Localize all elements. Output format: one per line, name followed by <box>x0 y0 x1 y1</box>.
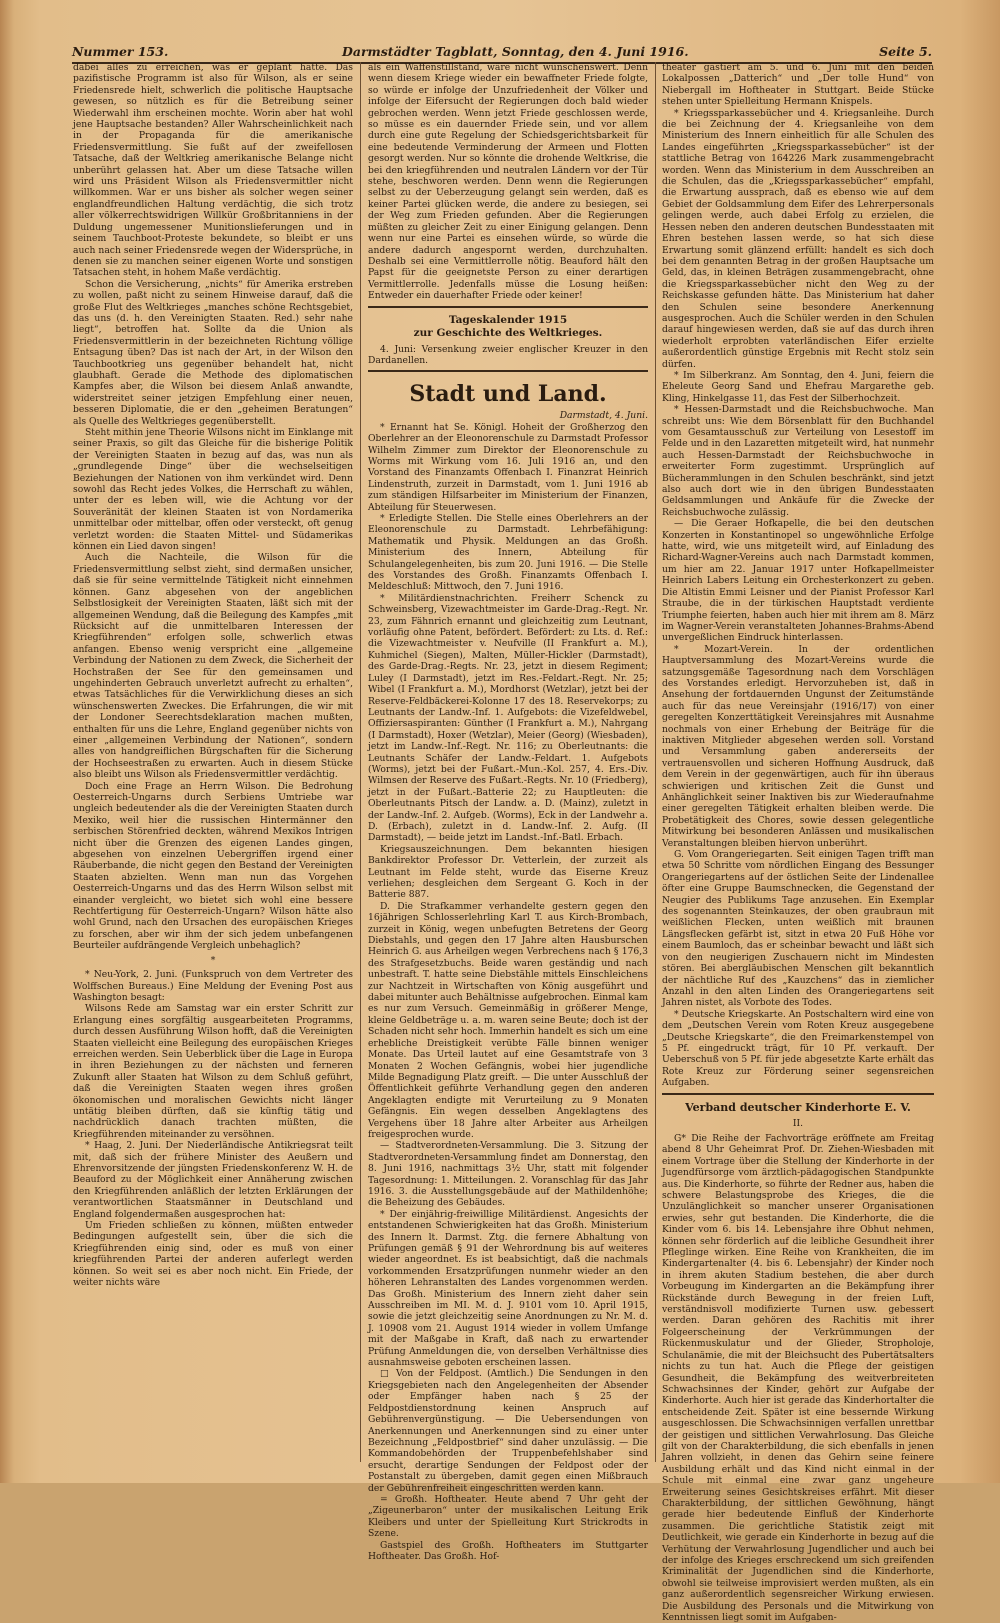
masthead <box>72 40 932 64</box>
news-item: = Großh. Hoftheater. Heute abend 7 Uhr geht der „Zigeunerbaron“ unter der musikalischen Leitung Erik Kleibers und unter der Spielleitung Kurt Strickrodts in Szene. <box>368 1493 648 1540</box>
news-item: * Haag, 2. Juni. Der Niederländische Antikriegsrat teilt mit, daß sich der frühere Minister des Aeußern und Ehrenvorsitzende der jüngsten Friedenskonferenz W. H. de Beauford zu der Möglichkeit einer Annäherung zwischen den Kriegführenden anläßlich der letzten Erklärungen der verantwortlichen Staatsmänner in Deutschland und England folgendermaßen ausgesprochen hat: <box>73 1140 353 1220</box>
article-paragraph: als ein Waffenstillstand, wäre nicht wünschenswert. Denn wenn diesem Kriege wieder ein bewaffneter Friede folgte, so würde er infolge der Unzufriedenheit der Völker und infolge der Eifersucht der Regierungen doch bald wieder gebrochen werden. Wenn jetzt Friede geschlossen werde, so müsse es ein dauernder Friede sein, und vor allem durch eine gute Regelung der Schiedsgerichtsbarkeit für eine bedeutende Verminderung der Armeen und Flotten gesorgt werden. Nur so könnte die drohende Weltkrise, die bei den kriegführenden und neutralen Ländern vor der Tür stehe, beschworen werden. Denn wenn die Regierungen selbst zu der Ueberzeugung gelangt sein werden, daß es keiner Partei glücken werde, die andere zu besiegen, sei der Weg zum Frieden gefunden. Aber die Regierungen müßten zu gleicher Zeit zu einer Einigung gelangen. Denn wenn nur eine Partei es einsehen würde, so würde die andere dadurch angespornt werden, durchzuhalten. Deshalb sei eine Vermittlerrolle nötig. Beauford hält den Papst für die geeignetste Person zu einer derartigen Vermittlerrolle. Jedenfalls müsse die Losung heißen: Entweder ein dauerhafter Friede oder keiner! <box>368 62 648 302</box>
page-number: Seite 5. <box>879 44 932 59</box>
news-item: Gastspiel des Großh. Hoftheaters im Stuttgarter Hoftheater. Das Großh. Hof- <box>368 1539 648 1562</box>
calendar-subtitle-line: zur Geschichte des Weltkrieges. <box>413 326 603 339</box>
article-paragraph: Schon die Versicherung, „nichts“ für Amerika erstreben zu wollen, paßt nicht zu seinem Hinweise darauf, daß die große Flut des Weltkrieges „manches schöne Rechtsgebiet, das uns (d. h. den Vereinigten Staaten. Red.) sehr nahe liegt“, betroffen hat. Sollte da die Union als Friedensvermittlerin in der bezeichneten Richtung völlige Entsagung üben? Das ist nach der Art, in der Wilson den Tauchbootkrieg uns gegenüber behandelt hat, nicht glaubhaft. Gerade die Methode des diplomatischen Kampfes aber, die Wilson bei diesem Anlaß anwandte, widerstreitet seiner jetzigen Empfehlung einer neuen, besseren Diplomatie, die er den „geheimen Beratungen“ als Quelle des Weltkrieges gegenüberstellt. <box>73 278 353 427</box>
article-paragraph: dabei alles zu erreichen, was er geplant hatte. Das pazifistische Programm ist also für Wilson, als er seine Friedensrede hielt, schwerlich die politische Hauptsache gewesen, so nützlich es für die Betreibung seiner Wiederwahl ihm erscheinen mochte. Worin aber hat wohl jene Hauptsache bestanden? Aller Wahrscheinlichkeit nach in der Propaganda für die amerikanische Friedensvermittlung. Sie fußt auf der zweifellosen Tatsache, daß der Weltkrieg amerikanische Belange nicht unberührt gelassen hat. Aber um diese Tatsache willen wird uns Präsident Wilson als Friedensvermittler nicht willkommen. War er uns bisher als solcher wegen seiner englandfreundlichen Haltung verdächtig, die sich trotz aller völkerrechtswidrigen Willkür Großbritanniens in der Duldung ungemessener Munitionslieferungen und in seinem Tauchboot-Proteste bekundete, so bleibt er uns auch nach seiner Friedensrede wegen der Widersprüche, in denen sie zu manchen seiner eigenen Worte und sonstigen Tatsachen steht, in hohem Maße verdächtig. <box>73 62 353 279</box>
article-paragraph: G* Die Reihe der Fachvorträge eröffnete am Freitag abend 8 Uhr Geheimrat Prof. Dr. Ziehen-Wiesbaden mit einem Vortrage über die Stellung der Kinderhorte in der Jugendfürsorge vom ärztlich-pädagogischen Standpunkte aus. Die Kinderhorte, so führte der Redner aus, haben die schwere Belastungsprobe des Krieges, die die Unzulänglichkeit so mancher unserer Organisationen erwies, sehr gut bestanden. Die Kinderhorte, die die Kinder vom 6. bis 14. Lebensjahre ihre Obhut nehmen, können sehr förderlich auf die leibliche Gesundheit ihrer Pfleglinge wirken. Eine Reihe von Krankheiten, die im Kindergartenalter (4. bis 6. Lebensjahr) der Kinder noch in ihrem akuten Stadium bestehen, die aber durch Vorbeugung im Kindergarten an die Bekämpfung ihrer Rückstände durch Bewegung in der freien Luft, verständnisvoll modifizierte Turnen usw. gebessert werden. Daran gehören des Rachitis mit ihrer Folgeerscheinung der Verkrümmungen der Rückenmuskulatur und der Glieder, Stropholoje, Schulanämie, die mit der Bleichsucht des Pubertätsalters nichts zu tun hat. Auch die Pflege der geistigen Gesundheit, die Bekämpfung des weitverbreiteten Schwachsinnes der Kinder, gehört zur Aufgabe der Kinderhorte. Auch hier ist gerade das Kinderhortalter die entscheidende Zeit. Später ist eine bessernde Wirkung ausgeschlossen. Die Schwachsinnigen verfallen unrettbar der geistigen und sittlichen Verwahrlosung. Das Gleiche gilt von der Charakterbildung, die sich ebenfalls in jenen Jahren vollzieht, in denen das Gehirn seine feinere Ausbildung erhält und das Kind nicht einmal in der Schule mit einmal eine zwar ganz ungeheure Erweiterung seines Gesichtskreises erfährt. Mit dieser Charakterbildung, der sittlichen Gewöhnung, hängt gerade hier bedeutende Einfluß der Kinderhorte zusammen. Die gerichtliche Statistik zeigt mit Deutlichkeit, wie gerade ein Kinderhorte in bezug auf die Verhütung der Verwahrlosung Jugendlicher und auch bei der infolge des Krieges erschreckend um sich greifenden Kriminalität der Jugendlichen sind die Kinderhorte, obwohl sie teilweise improvisiert werden mußten, als ein ganz außerordentlich segensreicher Wirkung erwiesen. Die Ausbildung des Personals und die Mitwirkung von Kenntnissen liegt somit im Aufgaben- <box>662 1132 934 1623</box>
news-item: * Hessen-Darmstadt und die Reichsbuchwoche. Man schreibt uns: Wie dem Börsenblatt für den Buchhandel vom Gesamtausschuß zur Verteilung von Lesestoff im Felde und in den Lazaretten mitgeteilt wird, hat nunmehr auch Hessen-Darmstadt der Reichsbuchwoche in erweiterter Form zugestimmt. Ursprünglich auf Bücherammlungen in den Schulen beschränkt, sind jetzt also auch dort wie in den übrigen Bundesstaaten Geldsammlungen und Ankäufe für die Zwecke der Reichsbuchwoche zulässig. <box>662 404 934 518</box>
newspaper-title-date: Darmstädter Tagblatt, Sonntag, den 4. Juni 1916. <box>342 44 689 59</box>
news-item: — Stadtverordneten-Versammlung. Die 3. Sitzung der Stadtverordneten-Versammlung findet am Donnerstag, den 8. Juni 1916, nachmittags 3½ Uhr, statt mit folgender Tagesordnung: 1. Mitteilungen. 2. Voranschlag für das Jahr 1916. 3. die Ausstellungsgebäude auf der Mathildenhöhe; die Beheizung des Gebäudes. <box>368 1140 648 1209</box>
article-paragraph: Auch die Nachteile, die Wilson für die Friedensvermittlung selbst zieht, sind dermaßen unsicher, daß sie für seine vermittelnde Tätigkeit nicht einnehmen können. Ganz abgesehen von der angeblichen Selbstlosigkeit der Vereinigten Staaten, läßt sich mit der allgemeinen Wendung, daß die Beilegung des Kampfes „mit Rücksicht auf die unmittelbaren Interessen der Kriegführenden“ erfolgen solle, schwerlich etwas anfangen. Ebenso wenig verspricht eine „allgemeine Verbindung der Nationen zu dem Zweck, die Sicherheit der Hochstraßen der See für den gemeinsamen und ungehinderten Gebrauch unverletzt aufrecht zu erhalten“, etwas Tatsächliches für die Verwirklichung dieses an sich wünschenswerten Zweckes. Die Erfahrungen, die wir mit der Londoner Seerechtsdeklaration machen mußten, enthalten für uns die Lehre, England gegenüber nichts von einer „allgemeinen Verbindung der Nationen“, sondern alles von handgreiflichen Bürgschaften für die Sicherung der Hochseestraßen zu erwarten. Auch in diesem Stücke also bleibt uns Wilson als Friedensvermittler verdächtig. <box>73 552 353 781</box>
news-item: Kriegsauszeichnungen. Dem bekannten hiesigen Bankdirektor Professor Dr. Vetterlein, der zurzeit als Leutnant im Felde steht, wurde das Eiserne Kreuz verliehen; desgleichen dem Sergeant G. Koch in der Batterie 887. <box>368 843 648 901</box>
column-1 <box>73 62 353 1462</box>
calendar-title-line: Tageskalender 1915 <box>448 313 568 326</box>
section-separator-star: * <box>210 954 216 966</box>
article-heading: Verband deutscher Kinderhorte E. V. <box>685 1100 911 1114</box>
column-2 <box>368 62 648 1562</box>
news-item: * Militärdienstnachrichten. Freiherr Schenck zu Schweinsberg, Vizewachtmeister im Garde-Drag.-Regt. Nr. 23, zum Fähnrich ernannt und gleichzeitig zum Leutnant, vorläufig ohne Patent, befördert. Befördert: zu Lts. d. Ref.: die Vizewachtmeister v. Neufville (II Frankfurt a. M.), Kuhmichel (Siegen), Malten, Müller-Hickler (Darmstadt), des Garde-Drag.-Regts. Nr. 23, jetzt in diesem Regiment; Luley (I Darmstadt), jetzt im Res.-Feldart.-Regt. Nr. 25; Wibel (I Frankfurt a. M.), Mordhorst (Wetzlar), jetzt bei der Reserve-Feldbäckerei-Kolonne 17 des 18. Reservekorps; zu Leutnants der Landw.-Inf. 1. Aufgebots: die Vizefeldwebel, Offiziersaspiranten: Günther (I Frankfurt a. M.), Nahrgang (I Darmstadt), Hoxer (Wetzlar), Meier (Georg) (Wiesbaden), jetzt im Landw.-Inf.-Regt. Nr. 116; zu Oberleutnants: die Leutnants Schäfer der Landw.-Feldart. 1. Aufgebots (Worms), jetzt bei der Fußart.-Mun.-Kol. 257, 4. Ers.-Div. Wilmsen der Reserve des Fußart.-Regts. Nr. 10 (Friedberg), jetzt in der Fußart.-Batterie 22; zu Hauptleuten: die Oberleutnants Pitsch der Landw. a. D. (Mainz), zuletzt in der Landw.-Inf. 2. Aufgeb. (Worms), Eck in der Landwehr a. D. (Erbach), zuletzt in d. Landw.-Inf. 2. Aufg. (II Darmstadt), — beide jetzt im Landst.-Inf.-Batl. Erbach. <box>368 592 648 844</box>
news-item: * Deutsche Kriegskarte. An Postschaltern wird eine von dem „Deutschen Verein vom Roten Kreuz ausgegebene „Deutsche Kriegskarte“, die den Freimarkenstempel von 5 Pf. eingedruckt trägt, für 10 Pf. verkauft. Der Ueberschuß von 5 Pf. für jede abgesetzte Karte erhält das Rote Kreuz zur Förderung seiner segensreichen Aufgaben. <box>662 1008 934 1089</box>
dateline: Darmstadt, 4. Juni. <box>559 410 648 422</box>
news-item: G. Vom Orangeriegarten. Seit einigen Tagen trifft man etwa 50 Schritte vom nördlichen Eingang des Bessunger Orangeriegartens auf der östlichen Seite der Lindenallee öfter eine Gruppe Baumschnecken, die Gegenstand der Neugier des Publikums Tage anzusehen. Ein Exemplar des sogenannten Steinkauzes, der oben graubraun mit weißlichen Flecken, unten weißlich mit braunen Längsflecken gefärbt ist, sitzt in etwa 20 Fuß Höhe vor einem Baumloch, das er scheinbar bewacht und läßt sich von den neugierigen Zuschauern nicht im Mindesten stören. Bei abergläubischen Menschen gilt bekanntlich der nächtliche Ruf des „Kauzchens“ das in ziemlicher Anzahl in den alten Linden des Orangeriegartens seit Jahren nistet, als Vorbote des Todes. <box>662 849 934 1009</box>
article-paragraph: Steht mithin jene Theorie Wilsons nicht im Einklange mit seiner Praxis, so gilt das Gleiche für die bisherige Politik der Vereinigten Staaten in bezug auf das, was nun als „grundlegende Dinge“ über die wechselseitigen Beziehungen der Nationen von ihm verkündet wird. Denn sowohl das Recht jedes Volkes, die Herrschaft zu wählen, unter der es leben will, wie die Achtung vor der Souveränität der kleinen Staaten ist von Nordamerika unmittelbar oder mittelbar, offen oder versteckt, oft genug verletzt worden: die Staaten Mittel- und Südamerikas können ein Lied davon singen! <box>73 427 353 553</box>
news-item: D. Die Strafkammer verhandelte gestern gegen den 16jährigen Schlosserlehrling Karl T. aus Kirch-Brombach, zurzeit in König, wegen unbefugten Betretens der Georg Diebstahls, und gegen den 17 Jahre alten Hausburschen Heinrich G. aus Arheilgen wegen Verbrechens nach § 176,3 des Strafgesetzbuchs. Beide waren geständig und nach unbestraft. T. hatte seine Diebstähle mittels Einschleichens zur Nachtzeit in Wirtschaften von König ausgeführt und dabei mitunter auch Behältnisse aufgebrochen. Einmal kam es nur zum Versuch. Gemeinmäßig in größerer Menge, kleine Geldbeträge u. a. m. waren seine Beute; doch ist der Schaden nicht sehr hoch. Immerhin handelt es sich um eine erhebliche Dreistigkeit verübte Fälle binnen weniger Monate. Das Urteil lautet auf eine Gesamtstrafe von 3 Monaten 2 Wochen Gefängnis, wobei hier jugendliche Milde Begnadigung Platz greift. — Die unter Ausschluß der Öffentlichkeit geführte Verhandlung gegen den anderen Angeklagten endigte mit Verurteilung zu 9 Monaten Gefängnis. Ein wegen desselben Angeklagtens des Vergehens über 18 Jahre alter Arbeiter aus Arheilgen freigesprochen wurde. <box>368 900 648 1140</box>
article-paragraph: Doch eine Frage an Herrn Wilson. Die Bedrohung Oesterreich-Ungarns durch Serbiens Umtriebe war ungleich bedeutender als die der Vereinigten Staaten durch Mexiko, weil hier die russischen Hintermänner den serbischen Störenfried deckten, während Mexikos Intrigen nicht über die Grenzen des eigenen Landes gingen, abgesehen von einzelnen Uebergriffen irgend einer Räuberbande, die nicht gegen den Bestand der Vereinigten Staaten abzielten. Wenn man nun das Vorgehen Oesterreich-Ungarns und das des Herrn Wilson selbst mit einander vergleicht, wo bietet sich wohl eine bessere Rechtfertigung für Oesterreich-Ungarn? Wilson hätte also wohl Grund, nach den Ursachen des europäischen Krieges zu forschen, aber wir ihm der sich jedem unbefangenen Beurteiler aufdrängende Vergleich unbehaglich? <box>73 780 353 952</box>
news-item: * Kriegssparkassebücher und 4. Kriegsanleihe. Durch die bei Zeichnung der 4. Kriegsanleihe von dem Ministerium des Innern einheitlich für alle Schulen des Landes eingeführten „Kriegssparkassebücher“ ist der stattliche Betrag von 164226 Mark zusammengebracht worden. Wenn das Ministerium in dem Ausschreiben an die Schulen, das die „Kriegssparkassebücher“ empfahl, die Erwartung aussprach, daß es ebenso wie auf dem Gebiet der Goldsammlung dem Eifer des Lehrerpersonals gelingen werde, auch dabei Erfolg zu erzielen, die Hessen neben den anderen deutschen Bundesstaaten mit Ehren bestehen lassen werde, so hat sich diese Erwartung somit glänzend erfüllt: handelt es sich doch bei dem genannten Betrag in der großen Hauptsache um Geld, das, in kleinen Beträgen zusammengebracht, ohne die Kriegssparkassebücher nicht den Weg zu der Reichskasse gefunden hätte. Das Ministerium hat daher den Schulen seine besondere Anerkennung ausgesprochen. Auch die Schüler werden in den Schulen darauf hingewiesen werden, daß sie auf das durch ihren wiederholt erprobten vaterländischen Eifer erzielte außerordentlich günstige Ergebnis mit Recht stolz sein dürfen. <box>662 107 934 370</box>
divider <box>662 1093 934 1095</box>
news-item: * Im Silberkranz. Am Sonntag, den 4. Juni, feiern die Eheleute Georg Sand und Ehefrau Margarethe geb. Kling, Hinkelgasse 11, das Fest der Silberhochzeit. <box>662 369 934 404</box>
issue-number: Nummer 153. <box>72 44 169 59</box>
news-item: □ Von der Feldpost. (Amtlich.) Die Sendungen in den Kriegsgebieten nach den Angelegenheiten der Absender oder Empfänger haben nach § 25 der Feldpostdienstordnung keinen Anspruch auf Gebührenvergünstigung. — Die Uebersendungen von Anerkennungen und Anerkennungen sind zu einer unter Bezeichnung „Feldpostbrief“ sind daher unzulässig. — Die Kommandobehörden der Truppenbefehlshaber sind ersucht, derartige Sendungen der Feldpost oder der Postanstalt zu übergeben, damit gegen einen Mißbrauch der Gebührenfreiheit eingeschritten werden kann. <box>368 1368 648 1494</box>
news-item: Wilsons Rede am Samstag war ein erster Schritt zur Erlangung eines sorgfältig ausgearbeiteten Programms, durch dessen Ausführung Wilson hofft, daß die Vereinigten Staaten vielleicht eine Beilegung des europäischen Krieges erreichen werden. Sein Ueberblick über die Lage in Europa in ihren Beziehungen zu der nächsten und ferneren Zukunft aller Staaten hat Wilson zu dem Schluß geführt, daß die Vereinigten Staaten wegen ihres großen ökonomischen und moralischen Gewichts nicht länger untätig bleiben dürften, daß sie künftig tätig und nachdrücklich danach trachten müßten, die Kriegführenden miteinander zu versöhnen. <box>73 1003 353 1140</box>
divider <box>368 370 648 372</box>
column-3 <box>662 62 934 1623</box>
article-part-number: II. <box>792 1117 804 1129</box>
news-item: * Der einjährig-freiwillige Militärdienst. Angesichts der entstandenen Schwierigkeiten hat das Großh. Ministerium des Innern lt. Darmst. Ztg. die fernere Abhaltung von Prüfungen gemäß § 91 der Wehrordnung bis auf weiteres wieder angeordnet. Es ist beabsichtigt, daß die nachmals vorkommenden Ersatzprüfungen nunmehr wieder an den höheren Lehranstalten des Landes vorgenommen werden. Das Großh. Ministerium des Innern zieht daher sein Ausschreiben im MI. M. d. J. 9101 vom 10. April 1915, sowie die jetzt gleichzeitig seine Anordnungen zu Nr. M. d. J. 10908 vom 21. August 1914 wieder in vollem Umfange mit der Maßgabe in Kraft, daß nach zu erwartender Prüfung Anmeldungen die, von derselben Verhältnisse dies ausnahmsweise geboten erscheinen lassen. <box>368 1208 648 1369</box>
column-divider <box>360 62 361 1462</box>
news-item: * Erledigte Stellen. Die Stelle eines Oberlehrers an der Eleonorenschule zu Darmstadt. Lehrbefähigung: Mathematik und Physik. Meldungen an das Großh. Ministerium des Innern, Abteilung für Schulangelegenheiten, bis zum 20. Juni 1916. — Die Stelle des Vorstandes des Großh. Finanzamts Offenbach I. Meldeschluß: Mittwoch, den 7. Juni 1916. <box>368 513 648 593</box>
column-divider <box>655 62 656 1462</box>
calendar-box-title <box>368 314 648 340</box>
news-item: * Ernannt hat Se. Königl. Hoheit der Großherzog den Oberlehrer an der Eleonorenschule zu Darmstadt Professor Wilhelm Zimmer zum Direktor der Eleonorenschule zu Worms mit Wirkung vom 16. Juli 1916 an, und den Vorstand des Finanzamts Offenbach I. Finanzrat Heinrich Lindenstruth, zurzeit in Darmstadt, vom 1. Juni 1916 ab zum ständigen Hilfsarbeiter im Ministerium der Finanzen, Abteilung für Steuerwesen. <box>368 421 648 513</box>
calendar-entry: 4. Juni: Versenkung zweier englischer Kreuzer in den Dardanellen. <box>368 343 648 366</box>
news-item: theater gastiert am 5. und 6. Juni mit den beiden Lokalpossen „Datterich“ und „Der tolle Hund“ von Niebergall im Hoftheater in Stuttgart. Beide Stücke stehen unter Spielleitung Hermann Knispels. <box>662 62 934 108</box>
news-item: — Die Geraer Hofkapelle, die bei den deutschen Konzerten in Konstantinopel so ungewöhnliche Erfolge hatte, wird, wie uns mitgeteilt wird, auf Einladung des Richard-Wagner-Vereins auch nach Darmstadt kommen, um hier am 22. Januar 1917 unter Hofkapellmeister Heinrich Labers Leitung ein Orchesterkonzert zu geben. Die Altistin Emmi Leisner und der Pianist Professor Karl Straube, die in der türkischen Hauptstadt verdiente Triumphe feierten, haben auch hier mit ihrem am 8. März im Wagner-Verein veranstalteten Johannes-Brahms-Abend unvergeßlichen Eindruck hinterlassen. <box>662 518 934 644</box>
news-item: Um Frieden schließen zu können, müßten entweder Bedingungen aufgestellt sein, über die sich die Kriegführenden einig sind, oder es muß von einer kriegführenden Partei der anderen auferlegt werden können. So weit sei es aber noch nicht. Ein Friede, der weiter nichts wäre <box>73 1220 353 1289</box>
news-item: * Neu-York, 2. Juni. (Funkspruch von dem Vertreter des Wolffschen Bureaus.) Eine Meldung der Evening Post aus Washington besagt: <box>73 969 353 1003</box>
news-item: * Mozart-Verein. In der ordentlichen Hauptversammlung des Mozart-Vereins wurde die satzungsgemäße Tagesordnung nach dem Vorschlägen des Vorstandes erledigt. Hervorzuheben ist, daß in Ansehung der fortdauernden Ungunst der Zeitumstände auch für das neue Vereinsjahr (1916/17) von einer geregelten Konzerttätigkeit Vereinsjahres mit Ausnahme nochmals von einer Erhebung der Beiträge für die inaktiven Mitglieder abgesehen werden soll. Vorstand und Versammlung gaben andererseits der vertrauensvollen und sicheren Hoffnung Ausdruck, daß dem Verein in der gegenwärtigen, auch für ihn überaus schwierigen und kritischen Zeit die Gunst und Anhänglichkeit seiner Inaktiven bis zur Wiederaufnahme einer geregelten Tätigkeit erhalten bleiben werde. Die Probetätigkeit des Chores, sowie dessen gelegentliche Mitwirkung bei besonderen Anlässen und musikalischen Veranstaltungen bleiben hiervon unberührt. <box>662 643 934 849</box>
divider <box>368 306 648 308</box>
section-heading: Stadt und Land. <box>409 381 607 408</box>
